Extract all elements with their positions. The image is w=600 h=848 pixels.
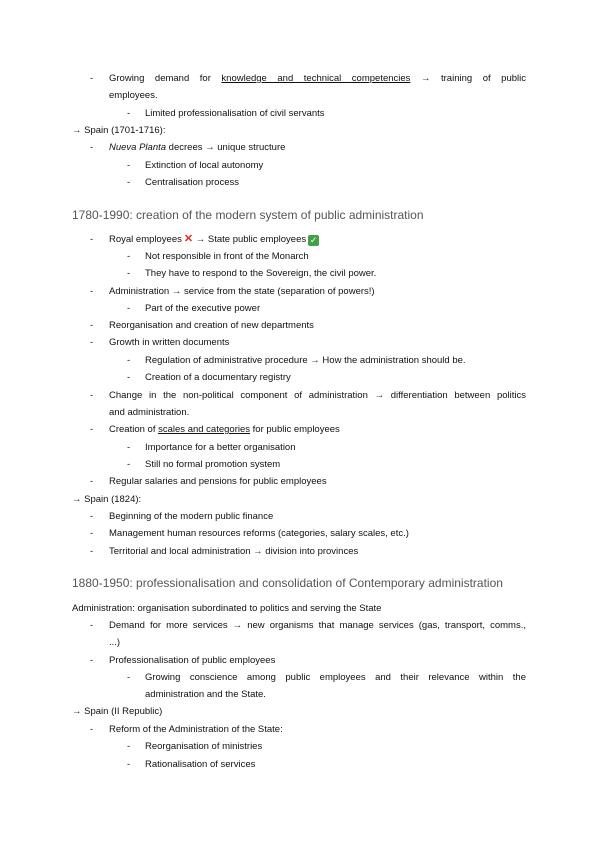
item-text: for public employees xyxy=(250,424,340,435)
bullet-dash: - xyxy=(90,234,94,245)
list-item: Demand for more services → new organisms that manage services (gas, transport, comms., xyxy=(109,620,526,631)
sub-list-item: Not responsible in front of the Monarch xyxy=(145,251,309,262)
bullet-dash: - xyxy=(127,741,131,752)
section-heading: 1880-1950: professionalisation and consolidation of Contemporary administration xyxy=(72,576,503,590)
bullet-dash: - xyxy=(90,546,94,557)
list-item: Growth in written documents xyxy=(109,337,230,348)
sub-list-item: Regulation of administrative procedure → How the administration should be. xyxy=(145,355,466,366)
list-item: Territorial and local administration → division into provinces xyxy=(109,546,359,557)
intro-text: Administration: organisation subordinated to politics and serving the State xyxy=(72,603,382,614)
sub-list-item: Growing conscience among public employees and their relevance within the xyxy=(145,672,526,683)
bullet-dash: - xyxy=(127,672,131,683)
bullet-dash: - xyxy=(127,160,131,171)
list-item xyxy=(109,70,526,87)
bullet-dash: - xyxy=(90,620,94,631)
sub-list-item: Centralisation process xyxy=(145,177,239,188)
bullet-dash: - xyxy=(90,511,94,522)
bullet-dash: - xyxy=(90,655,94,666)
item-text: Growing demand for xyxy=(109,73,222,84)
bullet-dash: - xyxy=(127,442,131,453)
list-item: Beginning of the modern public finance xyxy=(109,511,274,522)
sub-list-item: Extinction of local autonomy xyxy=(145,160,264,171)
bullet-dash: - xyxy=(90,320,94,331)
bullet-dash: - xyxy=(90,724,94,735)
bullet-dash: - xyxy=(90,142,94,153)
sub-list-item: Part of the executive power xyxy=(145,303,261,314)
list-item: Change in the non-political component of administration → differentiation between politics xyxy=(109,390,526,401)
bullet-dash: - xyxy=(90,528,94,539)
bullet-dash: - xyxy=(90,476,94,487)
sub-list-item: Importance for a better organisation xyxy=(145,442,296,453)
list-item: Reorganisation and creation of new departments xyxy=(109,320,314,331)
sub-list-item: Still no formal promotion system xyxy=(145,459,281,470)
underlined-text: scales and categories xyxy=(158,424,251,435)
bullet-dash: - xyxy=(127,268,131,279)
sub-list-item: Creation of a documentary registry xyxy=(145,372,291,383)
sub-list-item: Rationalisation of services xyxy=(145,759,256,770)
spain-label: → Spain (1824): xyxy=(72,494,142,505)
list-item-continuation: and administration. xyxy=(109,407,190,418)
item-text: Creation of xyxy=(109,424,159,435)
bullet-dash: - xyxy=(127,177,131,188)
bullet-dash: - xyxy=(127,251,131,262)
sub-list-item: Reorganisation of ministries xyxy=(145,741,263,752)
item-text: → State public employees xyxy=(193,234,307,245)
check-icon: ✓ xyxy=(309,235,318,245)
list-item-continuation: employees. xyxy=(109,90,158,101)
bullet-dash: - xyxy=(127,372,131,383)
bullet-dash: - xyxy=(90,73,94,84)
list-item-continuation: ...) xyxy=(109,637,121,648)
spain-label: → Spain (II Republic) xyxy=(72,706,163,717)
sub-list-item: They have to respond to the Sovereign, the civil power. xyxy=(145,268,377,279)
list-item: Professionalisation of public employees xyxy=(109,655,276,666)
bullet-dash: - xyxy=(90,286,94,297)
bullet-dash: - xyxy=(127,759,131,770)
bullet-dash: - xyxy=(127,459,131,470)
sub-list-item-continuation: administration and the State. xyxy=(145,689,266,700)
bullet-dash: - xyxy=(90,337,94,348)
bullet-dash: - xyxy=(127,303,131,314)
sub-list-item: Limited professionalisation of civil servants xyxy=(145,108,325,119)
bullet-dash: - xyxy=(90,390,94,401)
list-item: Reform of the Administration of the State: xyxy=(109,724,283,735)
list-item: Administration → service from the state (separation of powers!) xyxy=(109,286,375,297)
underlined-text: knowledge and technical competencies xyxy=(221,73,411,84)
bullet-dash: - xyxy=(127,108,131,119)
italic-text: Nueva Planta xyxy=(109,142,167,153)
list-item xyxy=(109,421,340,438)
list-item xyxy=(109,231,319,248)
section-heading: 1780-1990: creation of the modern system of public administration xyxy=(72,208,424,222)
list-item xyxy=(109,139,285,156)
list-item: Regular salaries and pensions for public employees xyxy=(109,476,327,487)
item-text: → training of public xyxy=(410,73,526,84)
cross-icon: ✕ xyxy=(183,233,194,245)
bullet-dash: - xyxy=(127,355,131,366)
list-item: Management human resources reforms (categories, salary scales, etc.) xyxy=(109,528,409,539)
bullet-dash: - xyxy=(90,424,94,435)
item-text: Royal employees xyxy=(109,234,182,245)
item-text: decrees → unique structure xyxy=(166,142,286,153)
spain-label: → Spain (1701-1716): xyxy=(72,125,166,136)
